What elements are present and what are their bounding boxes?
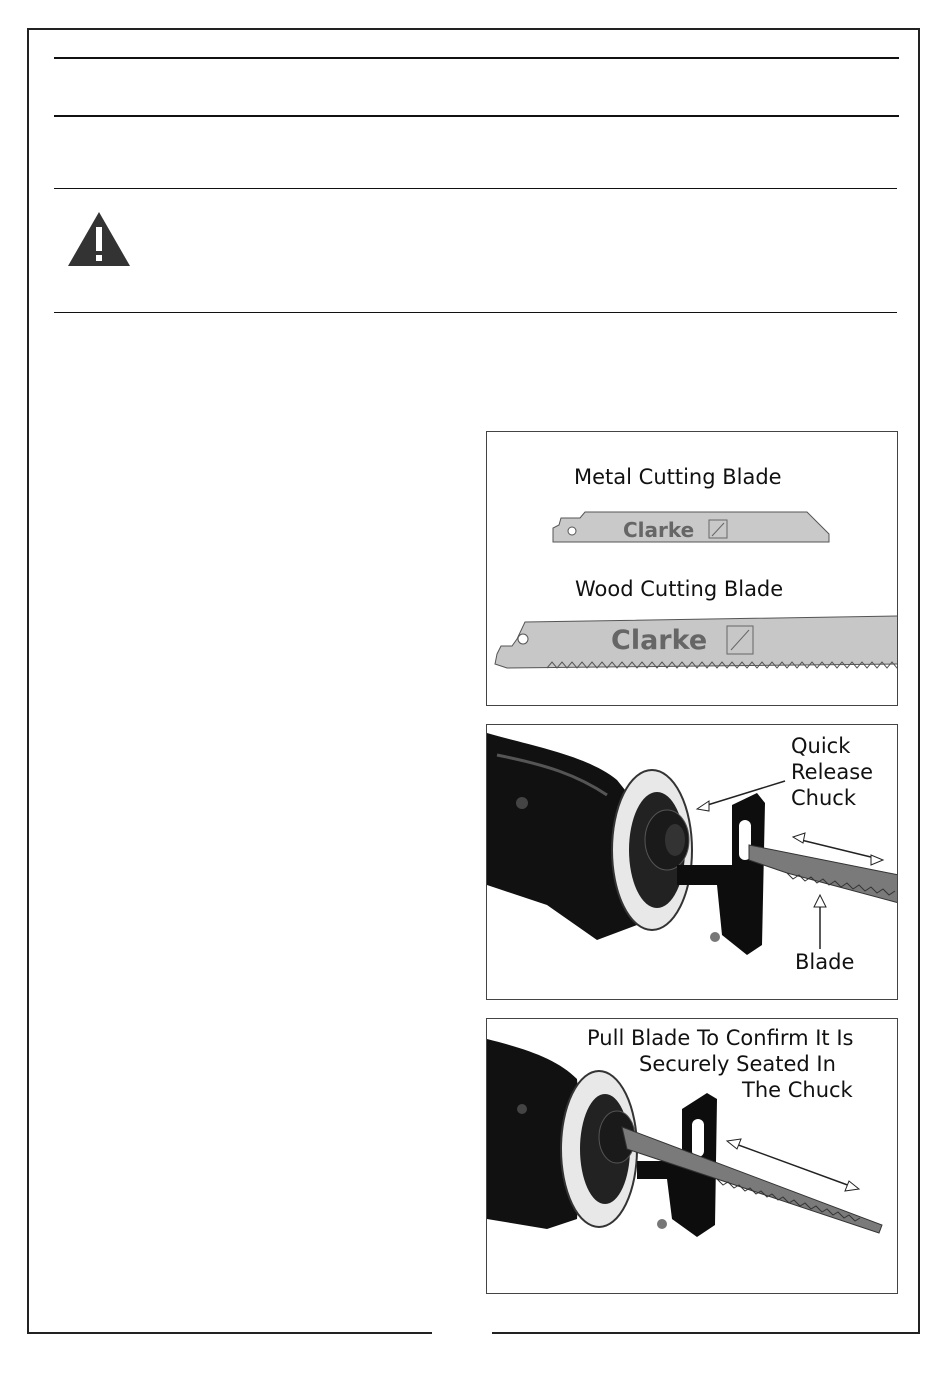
wood-blade-label: Wood Cutting Blade [575, 577, 784, 601]
chuck-label-line2: Release [791, 760, 874, 784]
wood-blade-brand: Clarke [611, 625, 708, 656]
seat-check-line3: The Chuck [742, 1078, 853, 1102]
metal-blade-label: Metal Cutting Blade [574, 465, 782, 489]
blades-figure [486, 431, 898, 706]
warning-triangle-icon [66, 210, 132, 268]
header-rule-top [54, 57, 899, 59]
header-rule-middle [54, 115, 899, 117]
warning-rule-bottom [54, 312, 897, 313]
blade-label: Blade [795, 950, 855, 974]
chuck-label-line3: Chuck [791, 786, 856, 810]
seat-check-line2: Securely Seated In [639, 1052, 836, 1076]
header-rule-bottom [54, 188, 897, 189]
seat-check-line1: Pull Blade To Confirm It Is [587, 1026, 854, 1050]
metal-blade-brand: Clarke [623, 518, 695, 542]
chuck-label-line1: Quick [791, 734, 851, 758]
footer-page-number-gap [432, 1332, 492, 1338]
chuck-figure [486, 724, 898, 1000]
seat-check-figure [486, 1018, 898, 1294]
